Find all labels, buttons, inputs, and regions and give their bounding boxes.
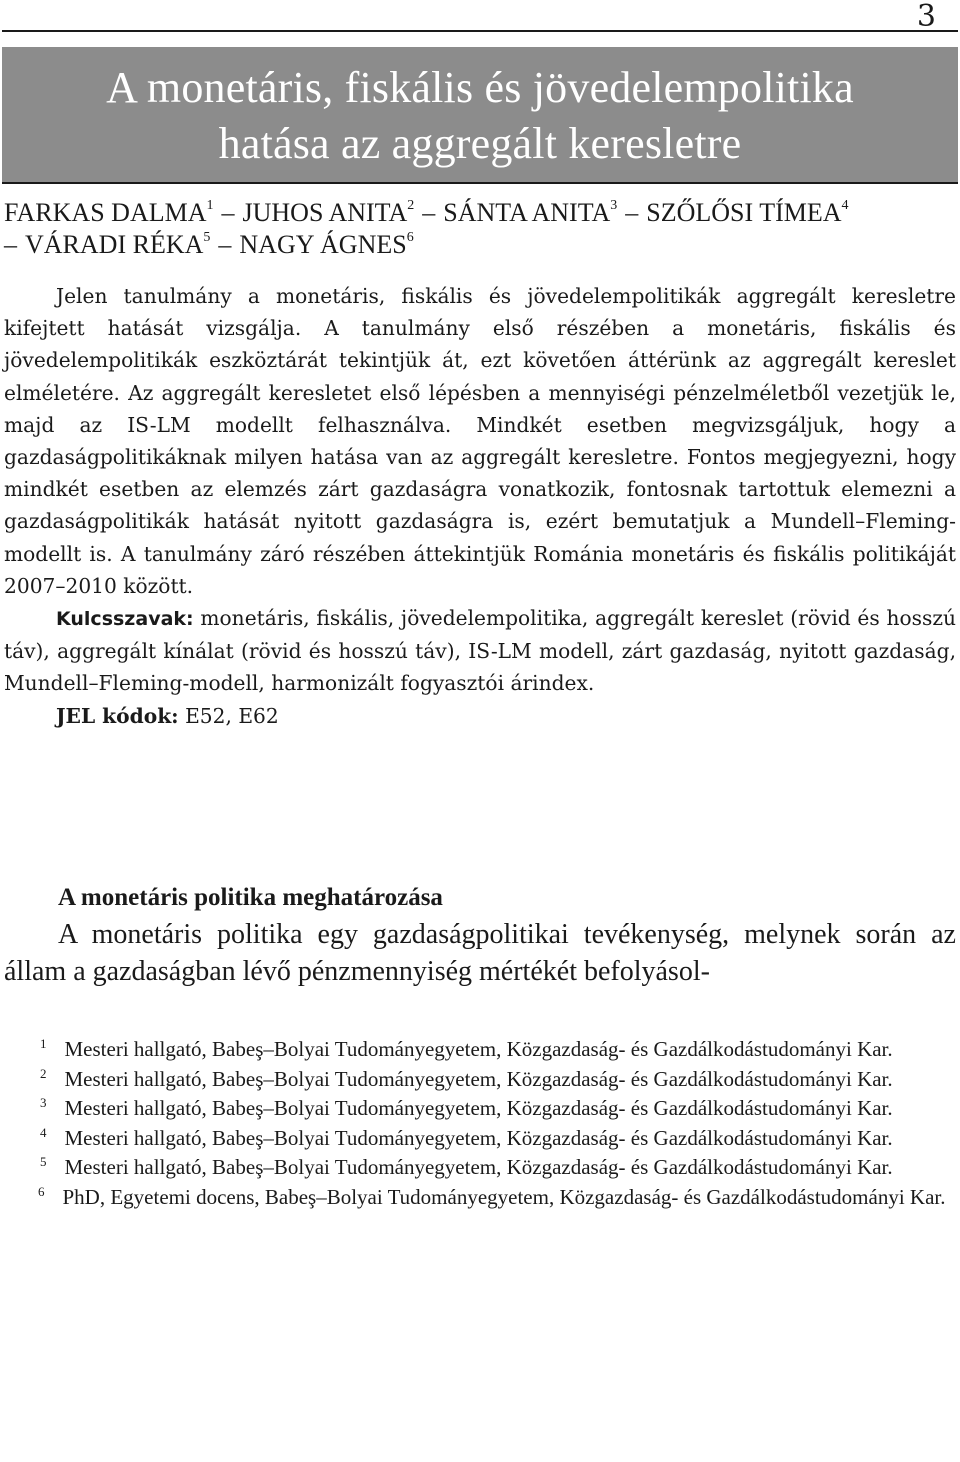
author-name: SÁNTA ANITA <box>443 198 611 227</box>
footnote-number: 1 <box>40 1036 47 1051</box>
footnote <box>4 1153 956 1183</box>
footnote <box>4 1035 956 1065</box>
author-footnote-ref: 5 <box>203 230 211 245</box>
footnote <box>4 1124 956 1154</box>
jel-paragraph <box>4 700 956 732</box>
page-number: 3 <box>916 0 936 34</box>
section-monetary-policy <box>4 880 956 990</box>
author <box>25 230 210 259</box>
author <box>243 198 415 227</box>
author-footnote-ref: 2 <box>407 198 415 213</box>
title-banner <box>2 47 958 184</box>
keywords-label: Kulcsszavak: <box>56 608 194 631</box>
author-name: FARKAS DALMA <box>4 198 207 227</box>
footnote-number: 3 <box>40 1095 47 1110</box>
author-footnote-ref: 4 <box>841 198 849 213</box>
jel-codes: E52, E62 <box>185 703 279 728</box>
author-name: JUHOS ANITA <box>242 198 408 227</box>
footnote-text: PhD, Egyetemi docens, Babeş–Bolyai Tudományegyetem, Közgazdaság- és Gazdálkodástudományi Kar. <box>62 1184 946 1209</box>
author-footnote-ref: 6 <box>406 230 414 245</box>
author-name: SZŐLŐSI TÍMEA <box>646 198 842 227</box>
abstract-text: Jelen tanulmány a monetáris, fiskális és jövedelempolitikák aggregált keresletre kifejtett hatását vizsgálja. A tanulmány első részében a monetáris, fiskális és jövedelempolitikák eszköztárát tekintjük át, ezt követően áttérünk az aggregált kereslet elméletére. Az aggregált keresletet első lépésben a mennyiségi pénzelméletből vezetjük le, majd az IS-LM modellt felhasználva. Mindkét esetben megvizsgáljuk, hogy a gazdaságpolitikáknak milyen hatása van az aggregált keresletre. Fontos megjegyezni, hogy mindkét esetben az elemzés zárt gazdaságra vonatkozik, fontosnak tartottuk elemezni a gazdaságpolitikák hatását nyitott gazdaságra is, ezért bemutatjuk a Mundell–Fleming-modellt is. A tanulmány záró részében áttekintjük Románia monetáris és fiskális politikáját 2007–2010 között. <box>4 284 956 598</box>
author <box>239 230 413 259</box>
footnotes <box>4 1035 956 1212</box>
author <box>443 198 617 227</box>
keywords-text: monetáris, fiskális, jövedelempolitika, aggregált kereslet (rövid és hosszú táv), aggregált kínálat (rövid és hosszú táv), IS-LM modell, zárt gazdaság, nyitott gazdaság, Mundell–Fleming-modell, harmonizált fogyasztói árindex. <box>4 606 956 696</box>
author-footnote-ref: 3 <box>610 198 618 213</box>
footnote-text: Mesteri hallgató, Babeş–Bolyai Tudományegyetem, Közgazdaság- és Gazdálkodástudományi Kar. <box>64 1066 893 1091</box>
paper-title-line-1: A monetáris, fiskális és jövedelempolitika <box>106 63 854 112</box>
jel-label: JEL kódok: <box>56 703 179 728</box>
paper-title-line-2: hatása az aggregált keresletre <box>218 119 742 168</box>
header-rule <box>2 30 958 32</box>
keywords-paragraph <box>4 602 956 700</box>
author-name: NAGY ÁGNES <box>239 230 407 259</box>
footnote-number: 6 <box>38 1183 45 1199</box>
author-footnote-ref: 1 <box>206 198 214 213</box>
footnote-text: Mesteri hallgató, Babeş–Bolyai Tudományegyetem, Közgazdaság- és Gazdálkodástudományi Kar. <box>64 1155 893 1179</box>
footnote <box>4 1183 956 1213</box>
footnote-text: Mesteri hallgató, Babeş–Bolyai Tudományegyetem, Közgazdaság- és Gazdálkodástudományi Kar. <box>64 1096 893 1120</box>
author <box>646 198 848 227</box>
abstract <box>4 280 956 732</box>
section-body-text: A monetáris politika egy gazdaságpolitikai tevékenység, melynek során az állam a gazdaságban lévő pénzmennyiség mértékét befolyásol- <box>4 919 956 987</box>
author-list: FARKAS DALMA$^1$ – JUHOS ANITA$^2$ – SÁNTA ANITA$^3$ – SZŐLŐSI TÍMEA$^4$ – VÁRADI RÉKA$^5$ – NAGY ÁGNES$^6$ <box>4 198 849 259</box>
footnote-text: Mesteri hallgató, Babeş–Bolyai Tudományegyetem, Közgazdaság- és Gazdálkodástudományi Kar. <box>64 1125 893 1150</box>
footnote-number: 5 <box>40 1154 47 1169</box>
footnote-number: 2 <box>40 1065 47 1081</box>
footnote <box>4 1065 956 1095</box>
footnote-number: 4 <box>40 1124 47 1140</box>
section-heading: A monetáris politika meghatározása <box>58 884 443 911</box>
author <box>4 198 214 227</box>
footnote <box>4 1094 956 1124</box>
footnote-text: Mesteri hallgató, Babeş–Bolyai Tudományegyetem, Közgazdaság- és Gazdálkodástudományi Kar. <box>64 1037 893 1061</box>
author-name: VÁRADI RÉKA <box>25 230 204 259</box>
